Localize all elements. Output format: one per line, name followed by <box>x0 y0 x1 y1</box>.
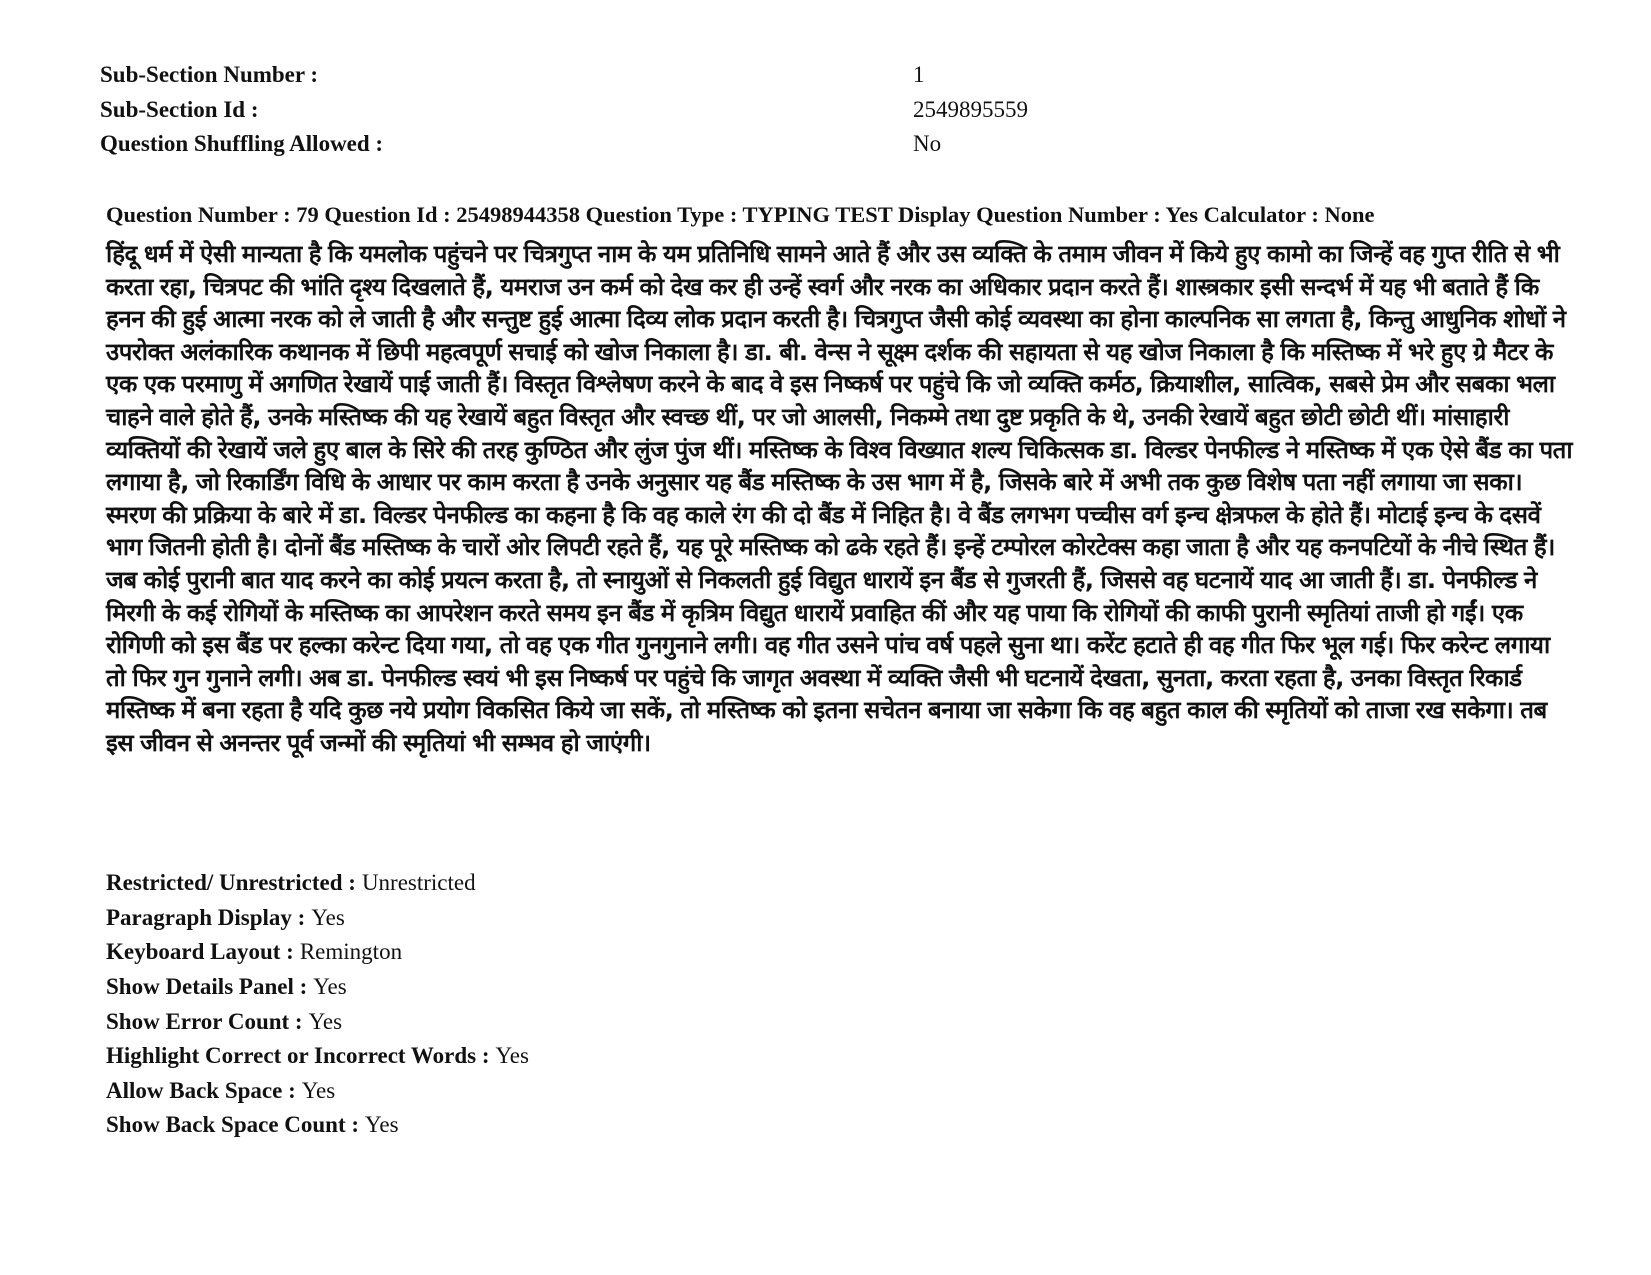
setting-value: Remington <box>299 939 403 965</box>
setting-value: Yes <box>495 1043 529 1069</box>
setting-value: Yes <box>313 974 347 1000</box>
subsection-number-label: Sub-Section Number : <box>100 62 319 88</box>
subsection-id-label: Sub-Section Id : <box>100 96 259 122</box>
subsection-number-row <box>100 58 1100 93</box>
typing-passage: हिंदू धर्म में ऐसी मान्यता है कि यमलोक पहुंचने पर चित्रगुप्त नाम के यम प्रतिनिधि सामने आते हैं और उस व्यक्ति के तमाम जीवन में किये हुए कामो का जिन्हें वह गुप्त रीति से भी करता रहा, चित्रपट की भांति दृश्य दिखलाते हैं, यमराज उन कर्म को देख कर ही उन्हें स्वर्ग और नरक का अधिकार प्रदान करते हैं। शास्त्रकार इसी सन्दर्भ में यह भी बताते हैं कि हनन की हुई आत्मा नरक को ले जाती है और सन्तुष्ट हुई आत्मा दिव्य लोक प्रदान करती है। चित्रगुप्त जैसी कोई व्यवस्था का होना काल्पनिक सा लगता है, किन्तु आधुनिक शोधों ने उपरोक्त अलंकारिक कथानक में छिपी महत्वपूर्ण सचाई को खोज निकाला है। डा. बी. वेन्स ने सूक्ष्म दर्शक की सहायता से यह खोज निकाला है कि मस्तिष्क में भरे हुए ग्रे मैटर के एक एक परमाणु में अगणित रेखायें पाई जाती हैं। विस्तृत विश्लेषण करने के बाद वे इस निष्कर्ष पर पहुंचे कि जो व्यक्ति कर्मठ, क्रियाशील, सात्विक, सबसे प्रेम और सबका भला चाहने वाले होते हैं, उनके मस्तिष्क की यह रेखायें बहुत विस्तृत और स्वच्छ थीं, पर जो आलसी, निकम्मे तथा दुष्ट प्रकृति के थे, उनकी रेखायें बहुत छोटी छोटी थीं। मांसाहारी व्यक्तियों की रेखायें जले हुए बाल के सिरे की तरह कुण्ठित और लुंज पुंज थीं। मस्तिष्क के विश्व विख्यात शल्य चिकित्सक डा. विल्डर पेनफील्ड ने मस्तिष्क में एक ऐसे बैंड का पता लगाया है, जो रिकार्डिंग विधि के आधार पर काम करता है उनके अनुसार यह बैंड मस्तिष्क के उस भाग में है, जिसके बारे में अभी तक कुछ विशेष पता नहीं लगाया जा सका। स्मरण की प्रक्रिया के बारे में डा. विल्डर पेनफील्ड का कहना है कि वह काले रंग की दो बैंड में निहित है। वे बैंड लगभग पच्चीस वर्ग इन्च क्षेत्रफल के होते हैं। मोटाई इन्च के दसवें भाग जितनी होती है। दोनों बैंड मस्तिष्क के चारों ओर लिपटी रहते हैं, यह पूरे मस्तिष्क को ढके रहते हैं। इन्हें टम्पोरल कोरटेक्स कहा जाता है और यह कनपटियों के नीचे स्थित हैं। जब कोई पुरानी बात याद करने का कोई प्रयत्न करता है, तो स्नायुओं से निकलती हुई विद्युत धारायें इन बैंड से गुजरती हैं, जिससे वह घटनायें याद आ जाती हैं। डा. पेनफील्ड ने मिरगी के कई रोगियों के मस्तिष्क का आपरेशन करते समय इन बैंड में कृत्रिम विद्युत धारायें प्रवाहित कीं और यह पाया कि रोगियों की काफी पुरानी स्मृतियां ताजी हो गईं। एक रोगिणी को इस बैंड पर हल्का करेन्ट दिया गया, तो वह एक गीत गुनगुनाने लगी। वह गीत उसने पांच वर्ष पहले सुना था। करेंट हटाते ही वह गीत फिर भूल गई। फिर करेन्ट लगाया तो फिर गुन गुनाने लगी। अब डा. पेनफील्ड स्वयं भी इस निष्कर्ष पर पहुंचे कि जागृत अवस्था में व्यक्ति जैसी भी घटनायें देखता, सुनता, करता रहता है, उनका विस्तृत रिकार्ड मस्तिष्क में बना रहता है यदि कुछ नये प्रयोग विकसित किये जा सकें, तो मस्तिष्क को इतना सचेतन बनाया जा सकेगा कि वह बहुत काल की स्मृतियों को ताजा रख सकेगा। तब इस जीवन से अनन्तर पूर्व जन्मों की स्मृतियां भी सम्भव हो जाएंगी। <box>106 240 1573 757</box>
setting-value: Unrestricted <box>361 870 476 896</box>
setting-row-show-error-count <box>106 1004 529 1039</box>
setting-value: Yes <box>308 1008 343 1034</box>
question-header: Question Number : 79 Question Id : 25498944358 Question Type : TYPING TEST Display Question Number : Yes Calculator : None <box>106 202 1375 227</box>
setting-row-allow-back-space <box>106 1074 529 1109</box>
setting-value: Yes <box>311 904 345 930</box>
setting-label: Highlight Correct or Incorrect Words : <box>106 1043 490 1069</box>
setting-row-restricted <box>106 866 529 901</box>
question-shuffling-row <box>100 127 1100 162</box>
setting-value: Yes <box>301 1077 336 1103</box>
setting-row-show-back-space-count <box>106 1108 529 1143</box>
setting-row-paragraph-display <box>106 901 529 936</box>
setting-label: Allow Back Space : <box>106 1077 296 1103</box>
setting-label: Show Details Panel : <box>106 974 308 1000</box>
setting-label: Show Back Space Count : <box>106 1112 360 1138</box>
question-shuffling-value: No <box>913 131 942 157</box>
setting-row-highlight-words <box>106 1039 529 1074</box>
setting-label: Show Error Count : <box>106 1008 303 1034</box>
subsection-id-row <box>100 93 1100 128</box>
setting-label: Paragraph Display : <box>106 904 306 930</box>
setting-label: Restricted/ Unrestricted : <box>106 870 356 896</box>
subsection-number-value: 1 <box>913 62 925 88</box>
setting-row-keyboard-layout <box>106 935 529 970</box>
setting-row-show-details-panel <box>106 970 529 1005</box>
question-shuffling-label: Question Shuffling Allowed : <box>100 131 384 157</box>
setting-label: Keyboard Layout : <box>106 939 294 965</box>
setting-value: Yes <box>365 1112 399 1138</box>
subsection-id-value: 2549895559 <box>913 96 1028 122</box>
subsection-meta <box>100 58 1100 162</box>
question-settings <box>106 866 529 1143</box>
